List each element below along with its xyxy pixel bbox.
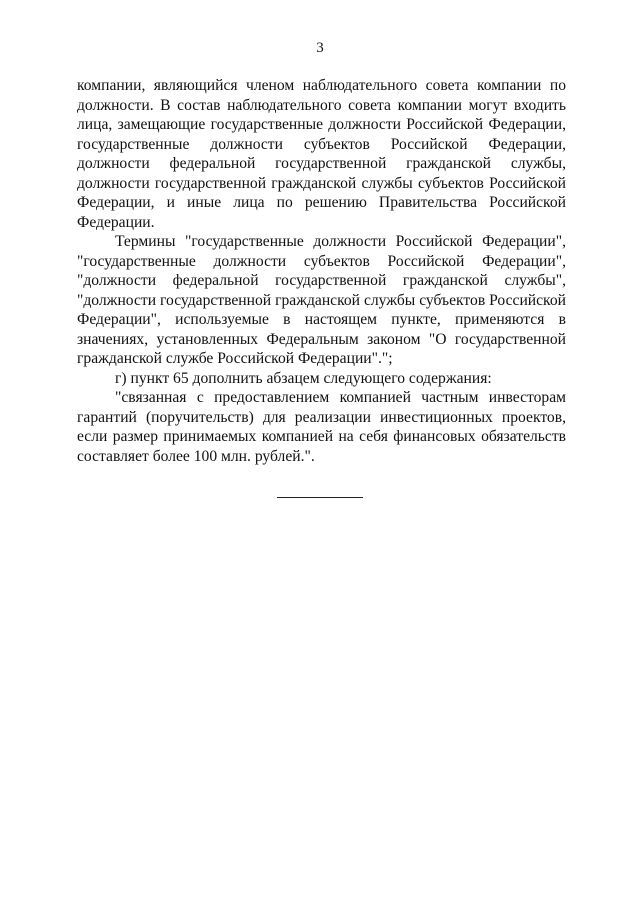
paragraph-quoted-amendment: "связанная с предоставлением компанией частным инвесторам гарантий (поручительств) для реализации инвестиционных проектов, если размер принимаемых компанией на себя финансовых обязательств составляет более 100 млн. рублей.". xyxy=(77,389,566,465)
page-number: 3 xyxy=(316,40,324,56)
paragraph-item-g: г) пункт 65 дополнить абзацем следующего содержания: xyxy=(115,369,492,387)
document-body xyxy=(77,76,566,466)
paragraph-terms: Термины "государственные должности Российской Федерации", "государственные должности субъектов Российской Федерации", "должности федеральной государственной гражданской службы", "должности государственной гражданской службы субъектов Российской Федерации", используемые в настоящем пункте, применяются в значениях, установленных Федеральным законом "О государственной гражданской службе Российской Федерации"."; xyxy=(77,233,566,367)
end-of-document-rule xyxy=(277,497,363,498)
paragraph-continuation: компании, являющийся членом наблюдательного совета компании по должности. В состав наблюдательного совета компании могут входить лица, замещающие государственные должности Российской Федерации, государственные должности субъектов Российской Федерации, должности федеральной государственной гражданской службы, должности государственной гражданской службы субъектов Российской Федерации, и иные лица по решению Правительства Российской Федерации. xyxy=(77,77,566,231)
